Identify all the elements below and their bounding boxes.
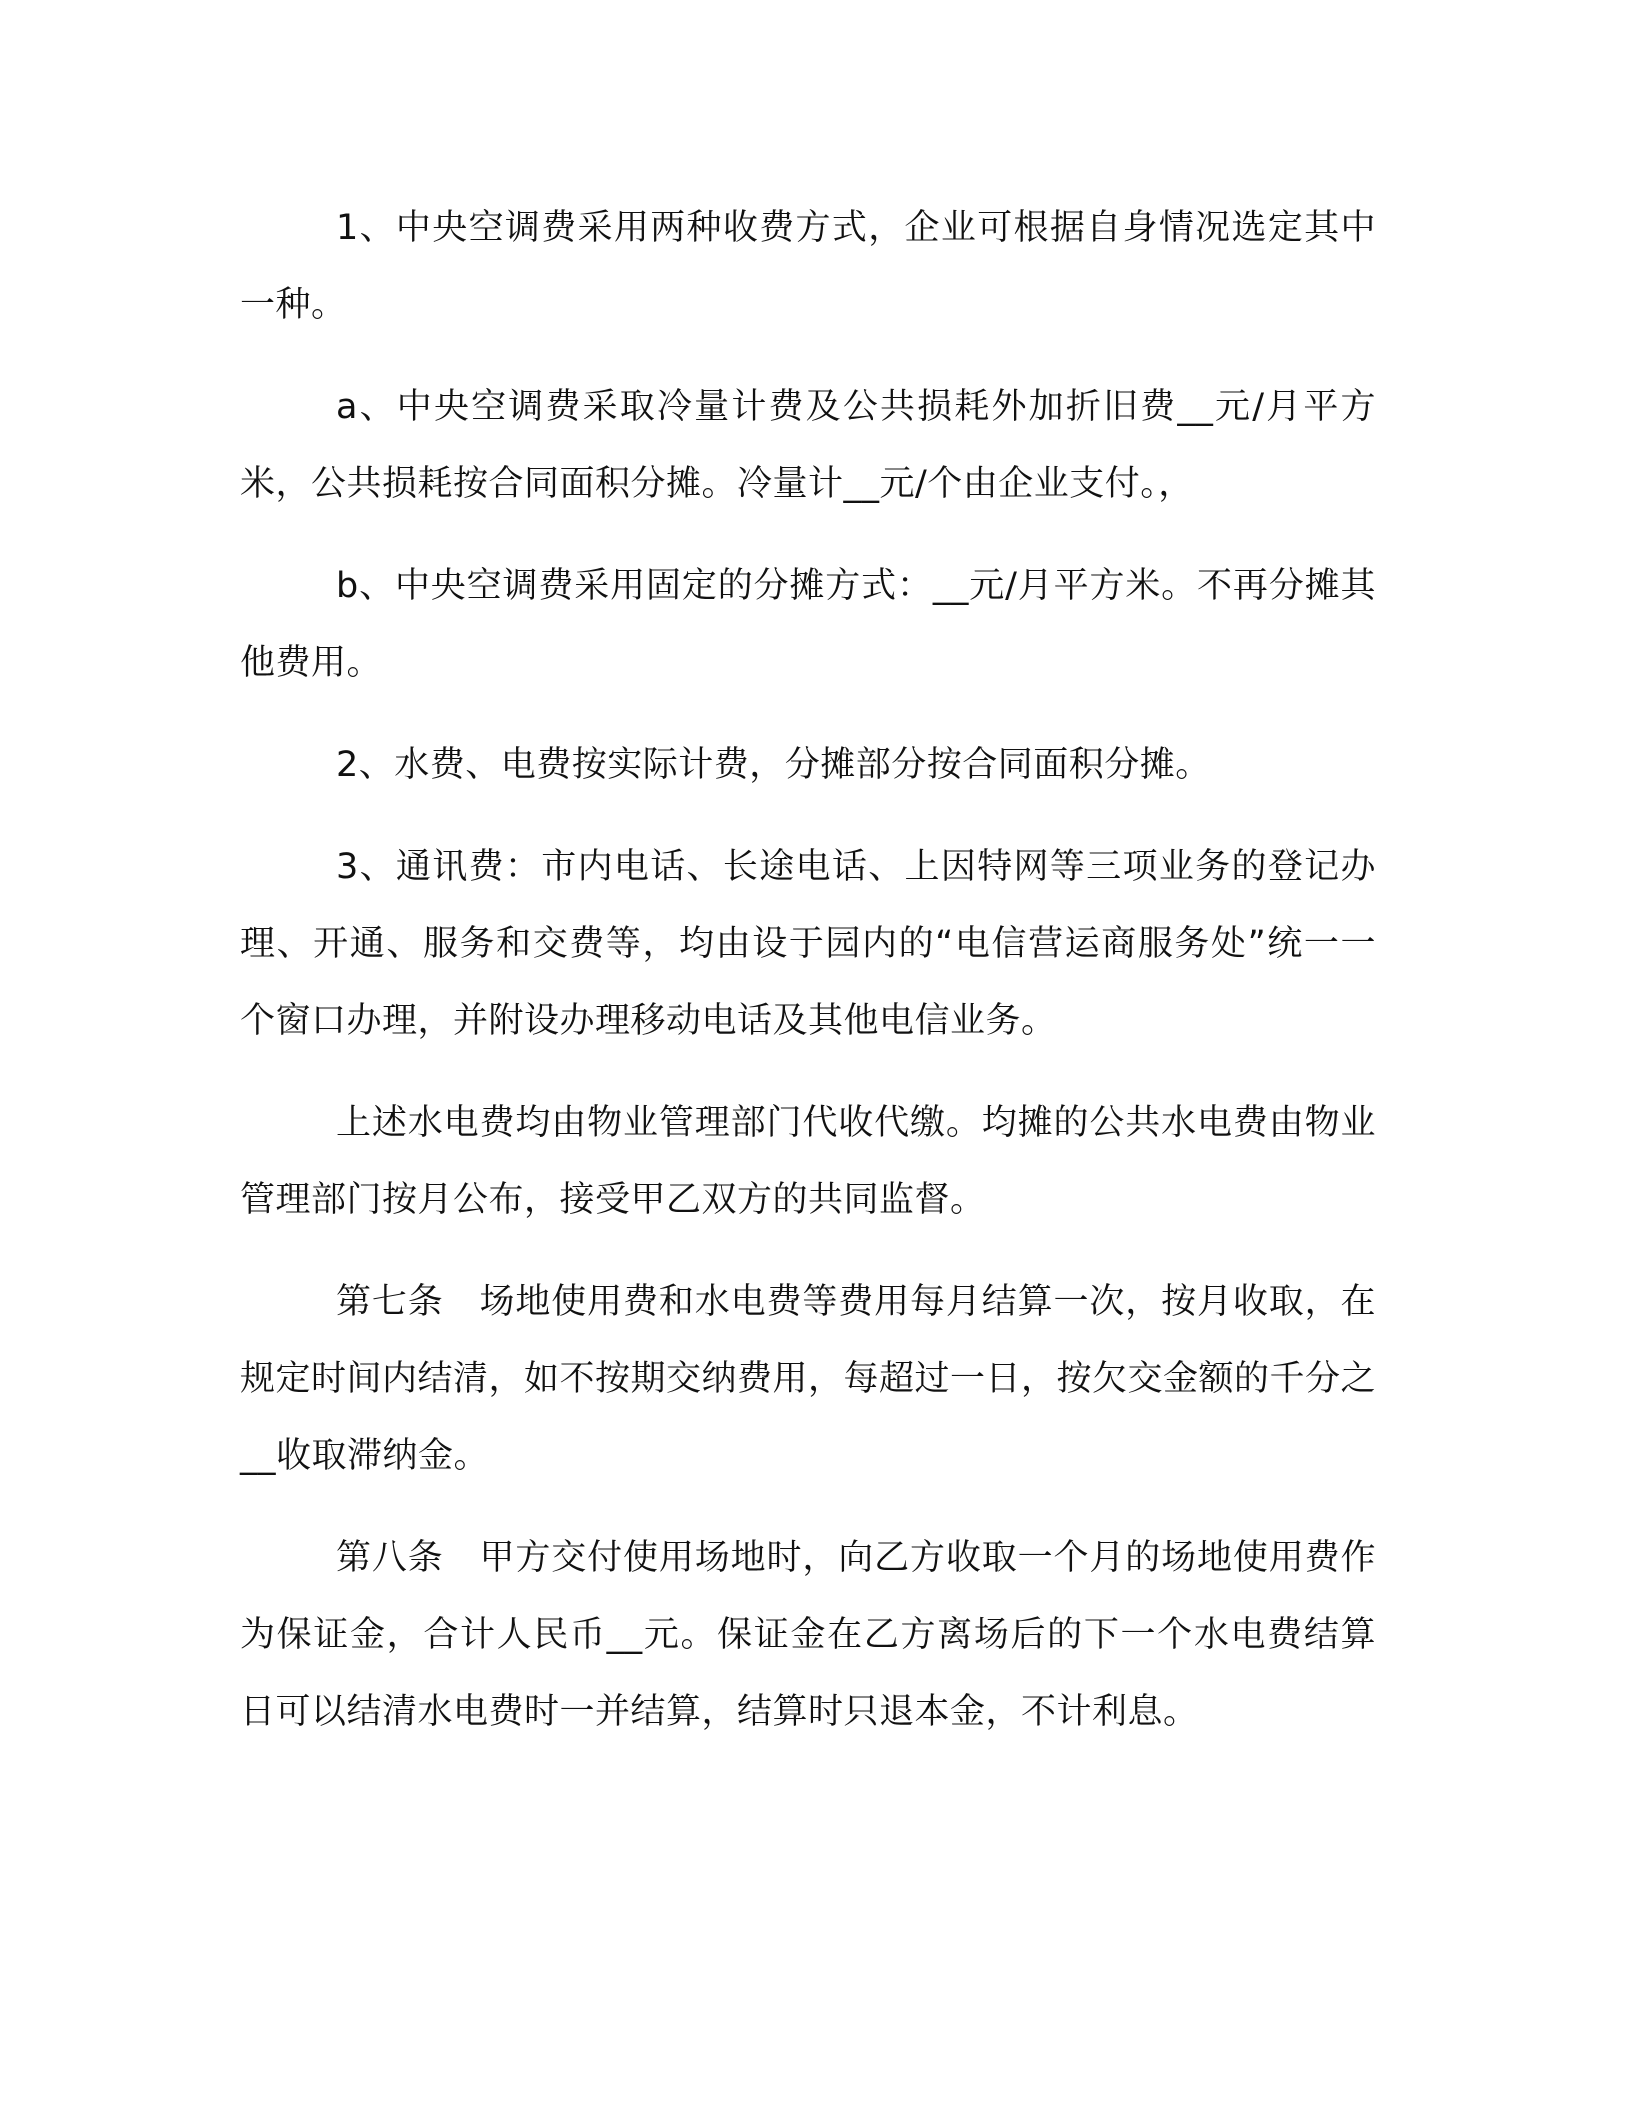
paragraph-water-electricity: 2、水费、电费按实际计费，分摊部分按合同面积分摊。 bbox=[336, 745, 1211, 785]
paragraph-utility-collection: 上述水电费均由物业管理部门代收代缴。均摊的公共水电费由物业管理部门按月公布，接受甲乙双方的共同监督。 bbox=[240, 1103, 1376, 1220]
paragraph-article-8: 第八条 甲方交付使用场地时，向乙方收取一个月的场地使用费作为保证金，合计人民币__元。保证金在乙方离场后的下一个水电费结算日可以结清水电费时一并结算，结算时只退本金，不计利息。 bbox=[240, 1538, 1376, 1732]
paragraph-ac-option-b: b、中央空调费采用固定的分摊方式：__元/月平方米。不再分摊其他费用。 bbox=[240, 566, 1376, 683]
paragraph-ac-fee-methods: 1、中央空调费采用两种收费方式，企业可根据自身情况选定其中一种。 bbox=[240, 208, 1376, 325]
paragraph-ac-option-a: a、中央空调费采取冷量计费及公共损耗外加折旧费__元/月平方米，公共损耗按合同面积分摊。冷量计__元/个由企业支付。， bbox=[240, 387, 1376, 504]
document-body bbox=[240, 190, 1376, 1776]
paragraph-article-7: 第七条 场地使用费和水电费等费用每月结算一次，按月收取，在规定时间内结清，如不按期交纳费用，每超过一日，按欠交金额的千分之__收取滞纳金。 bbox=[240, 1282, 1377, 1476]
paragraph-telecom-fee: 3、通讯费：市内电话、长途电话、上因特网等三项业务的登记办理、开通、服务和交费等，均由设于园内的“电信营运商服务处”统一一个窗口办理，并附设办理移动电话及其他电信业务。 bbox=[240, 847, 1376, 1041]
